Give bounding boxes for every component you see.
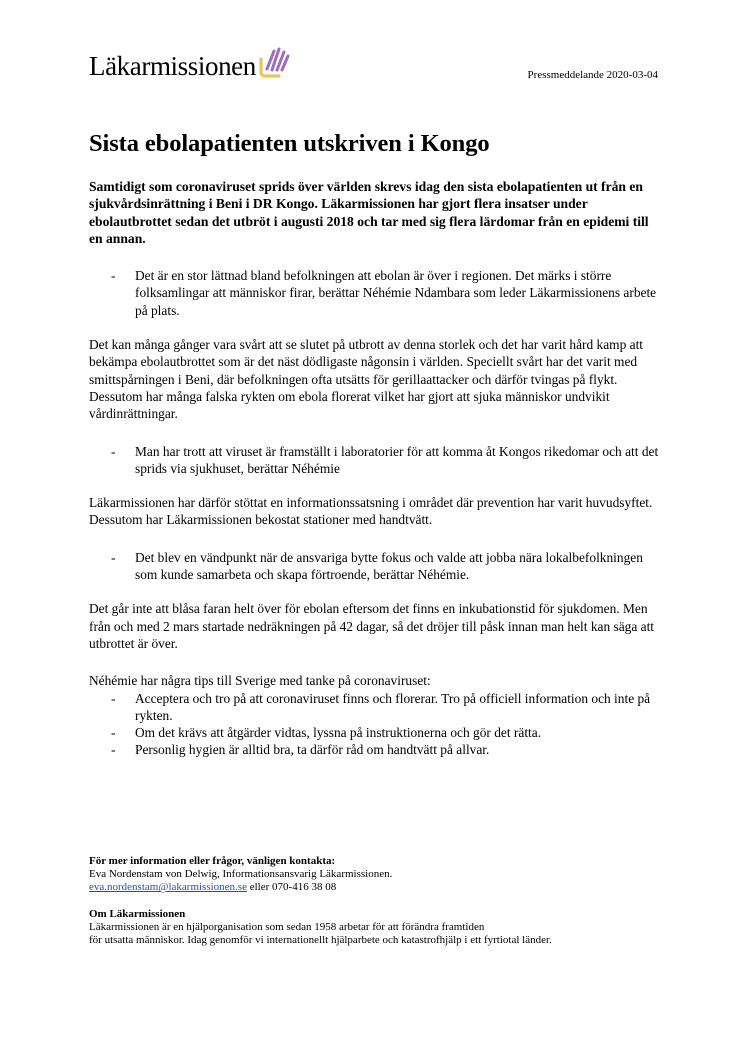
tip-text: Personlig hygien är alltid bra, ta därför råd om handtvätt på allvar. (135, 742, 490, 758)
quote-item (89, 549, 661, 584)
contact-line (89, 881, 669, 894)
footer (89, 855, 669, 947)
tip-item (89, 741, 661, 758)
hand-brush-logo-icon (257, 45, 291, 79)
tip-item (89, 690, 661, 725)
quote-text: Det blev en vändpunkt när de ansvariga bytte fokus och valde att jobba nära lokalbefolkningen som kunde samarbeta och skapa förtroende, berättar Néhémie. (135, 549, 643, 583)
article-title: Sista ebolapatienten utskriven i Kongo (89, 130, 490, 157)
about-text-line: Läkarmissionen är en hjälporganisation som sedan 1958 arbetar för att förändra framtiden (89, 920, 485, 933)
tip-text: Acceptera och tro på att coronaviruset finns och florerar. Tro på officiell information och inte på rykten. (135, 690, 651, 723)
contact-email-link[interactable]: eva.nordenstam@lakarmissionen.se (89, 881, 247, 894)
quote-text: Det är en stor lättnad bland befolkningen att ebolan är över i regionen. Det märks i större folksamlingar att människor firar, berättar Néhémie Ndambara som leder Läkarmissionens arbete på plats. (135, 268, 657, 318)
dash-marker: - (111, 268, 116, 284)
article-body (89, 178, 661, 759)
tip-item (89, 724, 661, 741)
press-release-date: Pressmeddelande 2020-03-04 (527, 69, 658, 81)
dash-marker: - (111, 443, 116, 459)
tips-intro: Néhémie har några tips till Sverige med tanke på coronaviruset: (89, 673, 431, 689)
tip-text: Om det krävs att åtgärder vidtas, lyssna på instruktionerna och gör det rätta. (135, 725, 542, 741)
body-paragraph: Det går inte att blåsa faran helt över för ebolan eftersom det finns en inkubationstid för sjukdomen. Men från och med 2 mars startade nedräkningen på 42 dagar, så det dröjer till påsk innan man helt kan säga att utbrottet är över. (89, 601, 655, 651)
contact-phone: eller 070-416 38 08 (246, 881, 337, 894)
dash-marker: - (111, 549, 116, 565)
about-text-line: för utsatta människor. Idag genomför vi internationellt hjälparbete och katastrofhjälp i ett fyrtiotal länder. (89, 934, 552, 947)
dash-marker: - (111, 725, 116, 741)
body-paragraph: Det kan många gånger vara svårt att se slutet på utbrott av denna storlek och det har varit hård kamp att bekämpa ebolautbrottet som är det näst dödligaste någonsin i världen. Speciellt svårt har det varit med smittspårningen i Beni, där befolkningen ofta utsätts för gerillaattacker och därför tvingas på flykt. Dessutom har många falska rykten om ebola florerat vilket har gjort att sjuka människor undvikit vårdinrättningar. (89, 337, 644, 422)
quote-text: Man har trott att viruset är framställt i laboratorier för att komma åt Kongos rikedomar och att det sprids via sjukhuset, berättar Néhémie (135, 443, 659, 476)
lead-paragraph: Samtidigt som coronaviruset sprids över världen skrevs idag den sista ebolapatienten ut från en sjukvårdsinrättning i Beni i DR Kongo. Läkarmissionen har gjort flera insatser under ebolautbrottet sedan det utbröt i augusti 2018 och tar med sig flera lärdomar från en epidemi till en annan. (89, 179, 649, 246)
contact-heading: För mer information eller frågor, vänligen kontakta: (89, 855, 336, 867)
contact-name: Eva Nordenstam von Delwig, Informationsansvarig Läkarmissionen. (89, 868, 393, 881)
about-heading: Om Läkarmissionen (89, 907, 186, 920)
dash-marker: - (111, 742, 116, 758)
body-paragraph: Läkarmissionen har därför stöttat en informationssatsning i området där prevention har varit huvudsyftet. Dessutom har Läkarmissionen bekostat stationer med handtvätt. (89, 495, 653, 528)
logo (89, 45, 291, 81)
quote-item (89, 267, 661, 319)
logo-text: Läkarmissionen (89, 51, 256, 81)
dash-marker: - (111, 690, 116, 706)
quote-item (89, 443, 661, 478)
